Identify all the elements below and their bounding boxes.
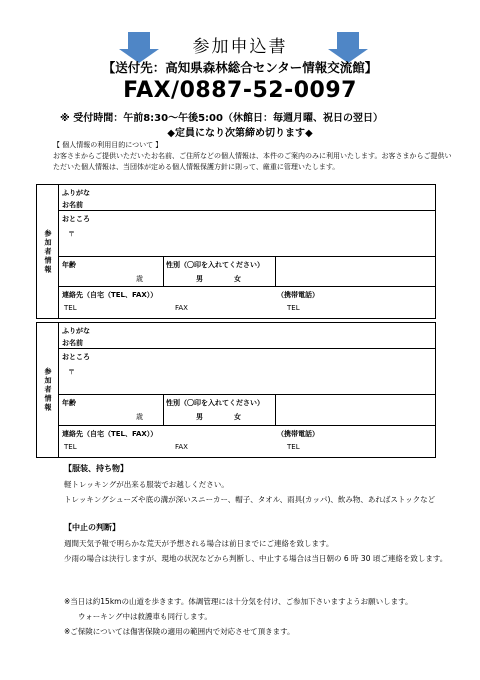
age-gender-row[interactable]: 年齢 歳 性別（〇印を入れてください） 男 女	[59, 395, 435, 426]
name-row[interactable]: ふりがな お名前	[59, 185, 435, 211]
cancel-line-2: 少雨の場合は決行しますが、現地の状況などから判断し、中止する場合は当日朝の 6 時 30 頃ご連絡を致します。	[64, 554, 448, 563]
clothing-title: 【服装、持ち物】	[64, 464, 128, 473]
address-row[interactable]: おところ 〒	[59, 349, 435, 395]
age-gender-row[interactable]: 年齢 歳 性別（〇印を入れてください） 男 女	[59, 257, 435, 287]
participant-form-2	[36, 322, 436, 458]
participant-form-1	[36, 184, 436, 319]
fax-number: FAX/0887-52-0097	[123, 78, 357, 103]
cancel-line-1: 週間天気予報で明らかな荒天が予想される場合は前日までにご連絡を致します。	[64, 539, 334, 548]
note-2: ※ご保険については傷害保険の適用の範囲内で対応させて頂きます。	[64, 627, 295, 636]
note-1: ※当日は約15kmの山道を歩きます。体調管理には十分気を付け、ご参加下さいますようお願いします。	[64, 597, 413, 606]
privacy-text: お客さまからご提供いただいたお名前、ご住所などの個人情報は、本件のご案内のみに利用いたします。お客さまからご提供いただいた個人情報は、当団体が定める個人情報保護方針に則って、厳重に管理いたします。	[53, 152, 452, 171]
note-1b: ウォーキング中は救護車も同行します。	[78, 612, 212, 621]
clothing-line-1: 軽トレッキングが出来る服装でお越しください。	[64, 480, 229, 489]
name-row[interactable]: ふりがな お名前	[59, 323, 435, 349]
contact-row[interactable]: 連絡先（自宅（TEL、FAX）） TEL FAX （携帯電話） TEL	[62, 430, 319, 451]
page-title: 参加申込書	[192, 37, 288, 57]
participant-side-label: 参加者情報	[37, 323, 59, 457]
participant-side-label: 参加者情報	[37, 185, 59, 318]
destination: 【送付先：高知県森林総合センター情報交流館】	[102, 60, 378, 75]
contact-row[interactable]: 連絡先（自宅（TEL、FAX）） TEL FAX （携帯電話） TEL	[62, 291, 319, 312]
cancel-title: 【中止の判断】	[64, 523, 120, 532]
privacy-title: 【 個人情報の利用目的について 】	[53, 141, 163, 149]
clothing-line-2: トレッキングシューズや底の溝が深いスニーカー、帽子、タオル、雨具(カッパ)、飲み物、あればストックなど	[64, 495, 436, 504]
address-row[interactable]: おところ 〒	[59, 211, 435, 257]
deadline-note: ◆定員になり次第締め切ります◆	[167, 128, 313, 139]
reception-hours: ※ 受付時間：午前8:30～午後5:00（休館日：毎週月曜、祝日の翌日）	[60, 113, 383, 124]
